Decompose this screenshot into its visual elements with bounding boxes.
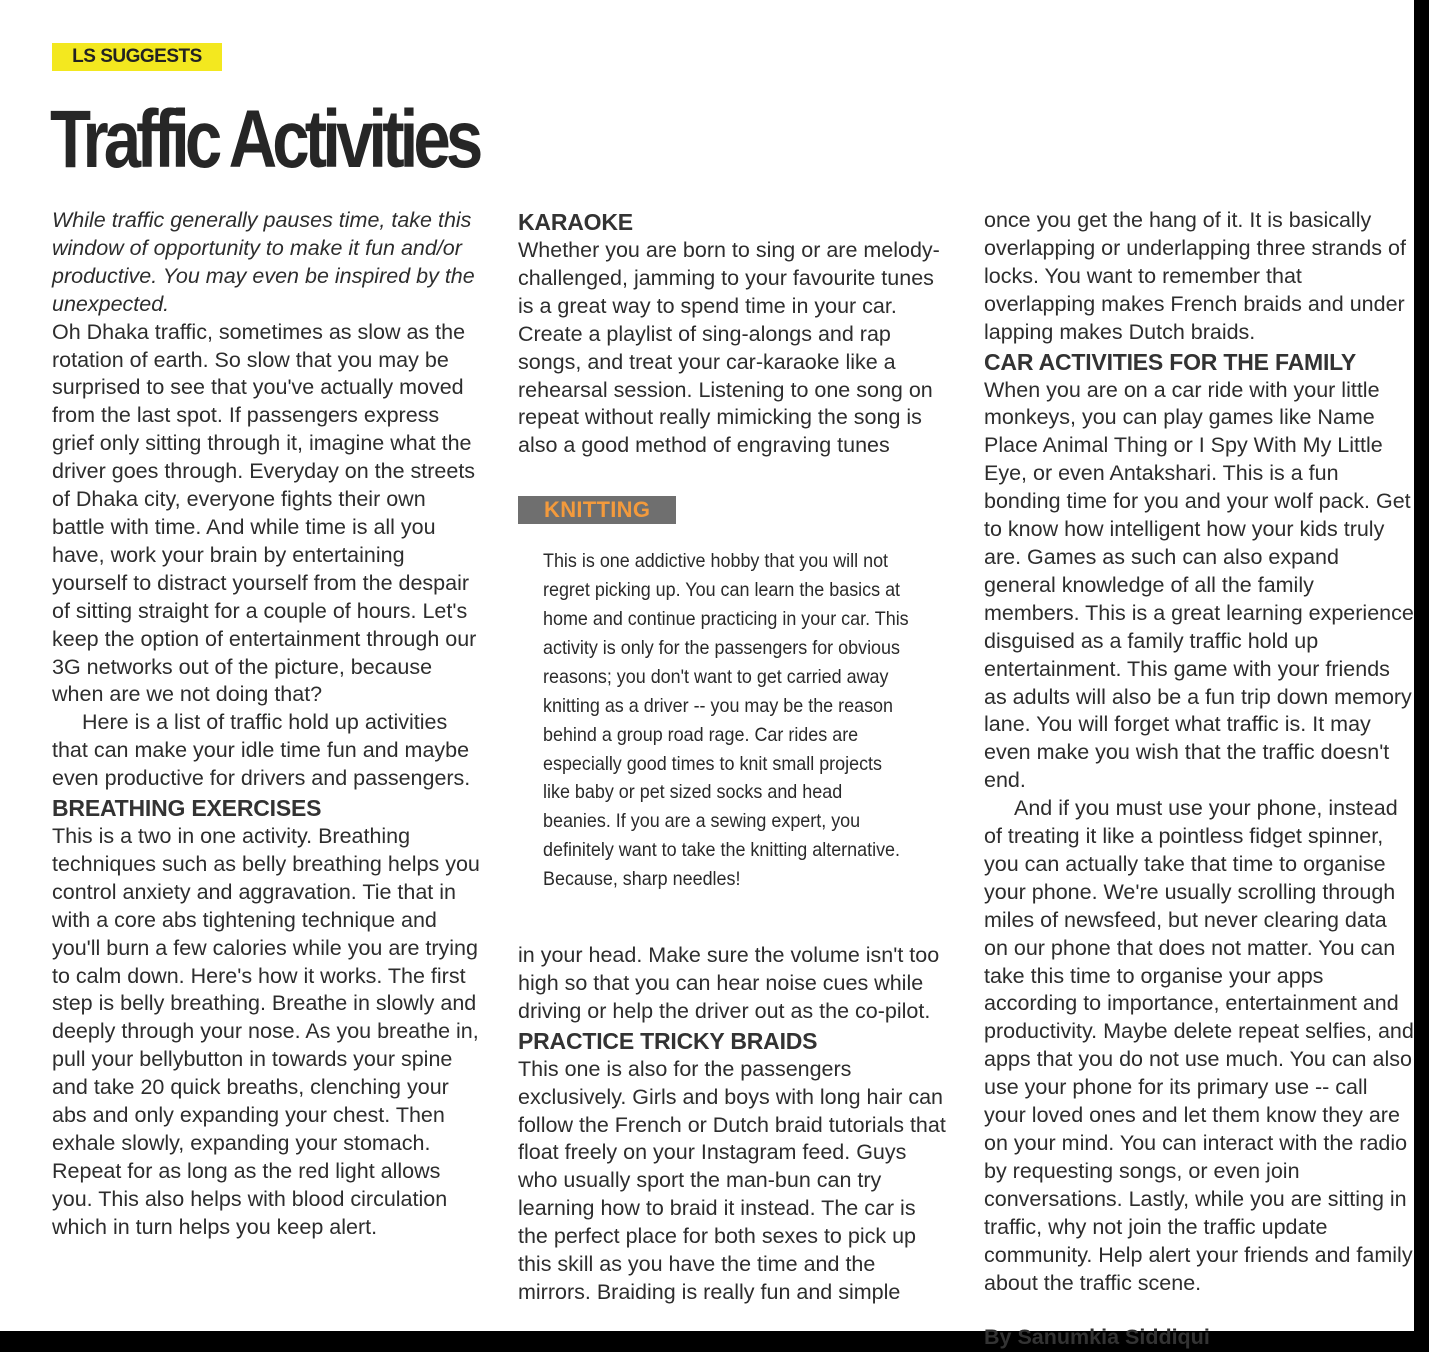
column-1: [52, 207, 482, 1242]
breathing-heading: BREATHING EXERCISES: [52, 795, 322, 822]
karaoke-continued: in your head. Make sure the volume isn't too high so that you can hear noise cues while driving or help the driver out as the co-pilot.: [518, 943, 940, 1023]
karaoke-heading: KARAOKE: [518, 209, 633, 235]
intro-text: While traffic generally pauses time, take this window of opportunity to make it fun and/or productive. You may even be inspired by the unexpected.: [52, 208, 475, 316]
braids-text: This one is also for the passengers exclusively. Girls and boys with long hair can follow the French or Dutch braid tutorials that float freely on your Instagram feed. Guys who usually sport the man-bun can try learning how to braid it instead. The car is the perfect place for both sexes to pick up this skill as you have the time and the mirrors. Braiding is really fun and simple: [518, 1056, 946, 1304]
karaoke-text: Whether you are born to sing or are melody-challenged, jamming to your favourite tunes is a great way to spend time in your car. Create a playlist of sing-alongs and rap songs, and treat your car-karaoke like a rehearsal session. Listening to one song on repeat without really mimicking the song is also a good method of engraving tunes: [518, 238, 940, 458]
family-heading: CAR ACTIVITIES FOR THE FAMILY: [984, 348, 1357, 375]
braids-continued: once you get the hang of it. It is basically overlapping or underlapping three strands of locks. You want to remember that overlapping makes French braids and under lapping makes Dutch braids.: [984, 208, 1406, 344]
column-2: [518, 207, 950, 1307]
phone-text: And if you must use your phone, instead of treating it like a pointless fidget spinner, you can actually take that time to organise your phone. We're usually scrolling through miles of newsfeed, but never clearing data on our phone that does not matter. You can take this time to organise your apps according to importance, entertainment and productivity. Maybe delete repeat selfies, and apps that you do not use much. You can also use your phone for its primary use -- call your loved ones and let them know they are on your mind. You can interact with the radio by requesting songs, or even join conversations. Lastly, while you are sitting in traffic, why not join the traffic update community. Help alert your friends and family about the traffic scene.: [984, 796, 1414, 1295]
braids-heading: PRACTICE TRICKY BRAIDS: [518, 1027, 818, 1054]
body-paragraph-2: Here is a list of traffic hold up activities that can make your idle time fun and maybe even productive for drivers and passengers.: [52, 710, 471, 791]
knitting-box: [518, 460, 950, 894]
breathing-text: This is a two in one activity. Breathing techniques such as belly breathing helps you control anxiety and aggravation. Tie that in with a core abs tightening technique and you'll burn a few calories while you are trying to calm down. Here's how it works. The first step is belly breathing. Breathe in slowly and deeply through your nose. As you breathe in, pull your bellybutton in towards your spine and take 20 quick breaths, clenching your abs and only expanding your chest. Then exhale slowly, expanding your stomach. Repeat for as long as the red light allows you. This also helps with blood circulation which in turn helps you keep alert.: [52, 824, 480, 1239]
body-paragraph-1: Oh Dhaka traffic, sometimes as slow as the rotation of earth. So slow that you may be surprised to see that you've actually moved from the last spot. If passengers express grief only sitting through it, imagine what the driver goes through. Everyday on the streets of Dhaka city, everyone fights their own battle with time. And while time is all you have, work your brain by entertaining yourself to distract yourself from the despair of sitting straight for a couple of hours. Let's keep the option of entertainment through our 3G networks out of the picture, because when are we not doing that?: [52, 319, 477, 707]
knitting-text: This is one addictive hobby that you will not regret picking up. You can learn the basics at home and continue practicing in your car. This activity is only for the passengers for obvious reasons; you don't want to get carried away knitting as a driver -- you may be the reason behind a group road rage. Car rides are especially good times to knit small projects like baby or pet sized socks and head beanies. If you are a sewing expert, you definitely want to take the knitting alternative. Because, sharp needles!: [543, 550, 909, 891]
headline: Traffic Activities: [50, 94, 479, 185]
section-tag: LS SUGGESTS: [52, 43, 222, 71]
column-3: [984, 207, 1414, 1352]
byline: By Sanumkia Siddiqui: [984, 1325, 1210, 1350]
knitting-heading: KNITTING: [518, 496, 676, 524]
family-text: When you are on a car ride with your little monkeys, you can play games like Name Place Animal Thing or I Spy With My Little Eye, or even Antakshari. This is a fun bonding time for you and your wolf pack. Get to know how intelligent how your kids truly are. Games as such can also expand general knowledge of all the family members. This is a great learning experience disguised as a family traffic hold up entertainment. This game with your friends as adults will also be a fun trip down memory lane. You will forget what traffic is. It may even make you wish that the traffic doesn't end.: [984, 377, 1414, 793]
